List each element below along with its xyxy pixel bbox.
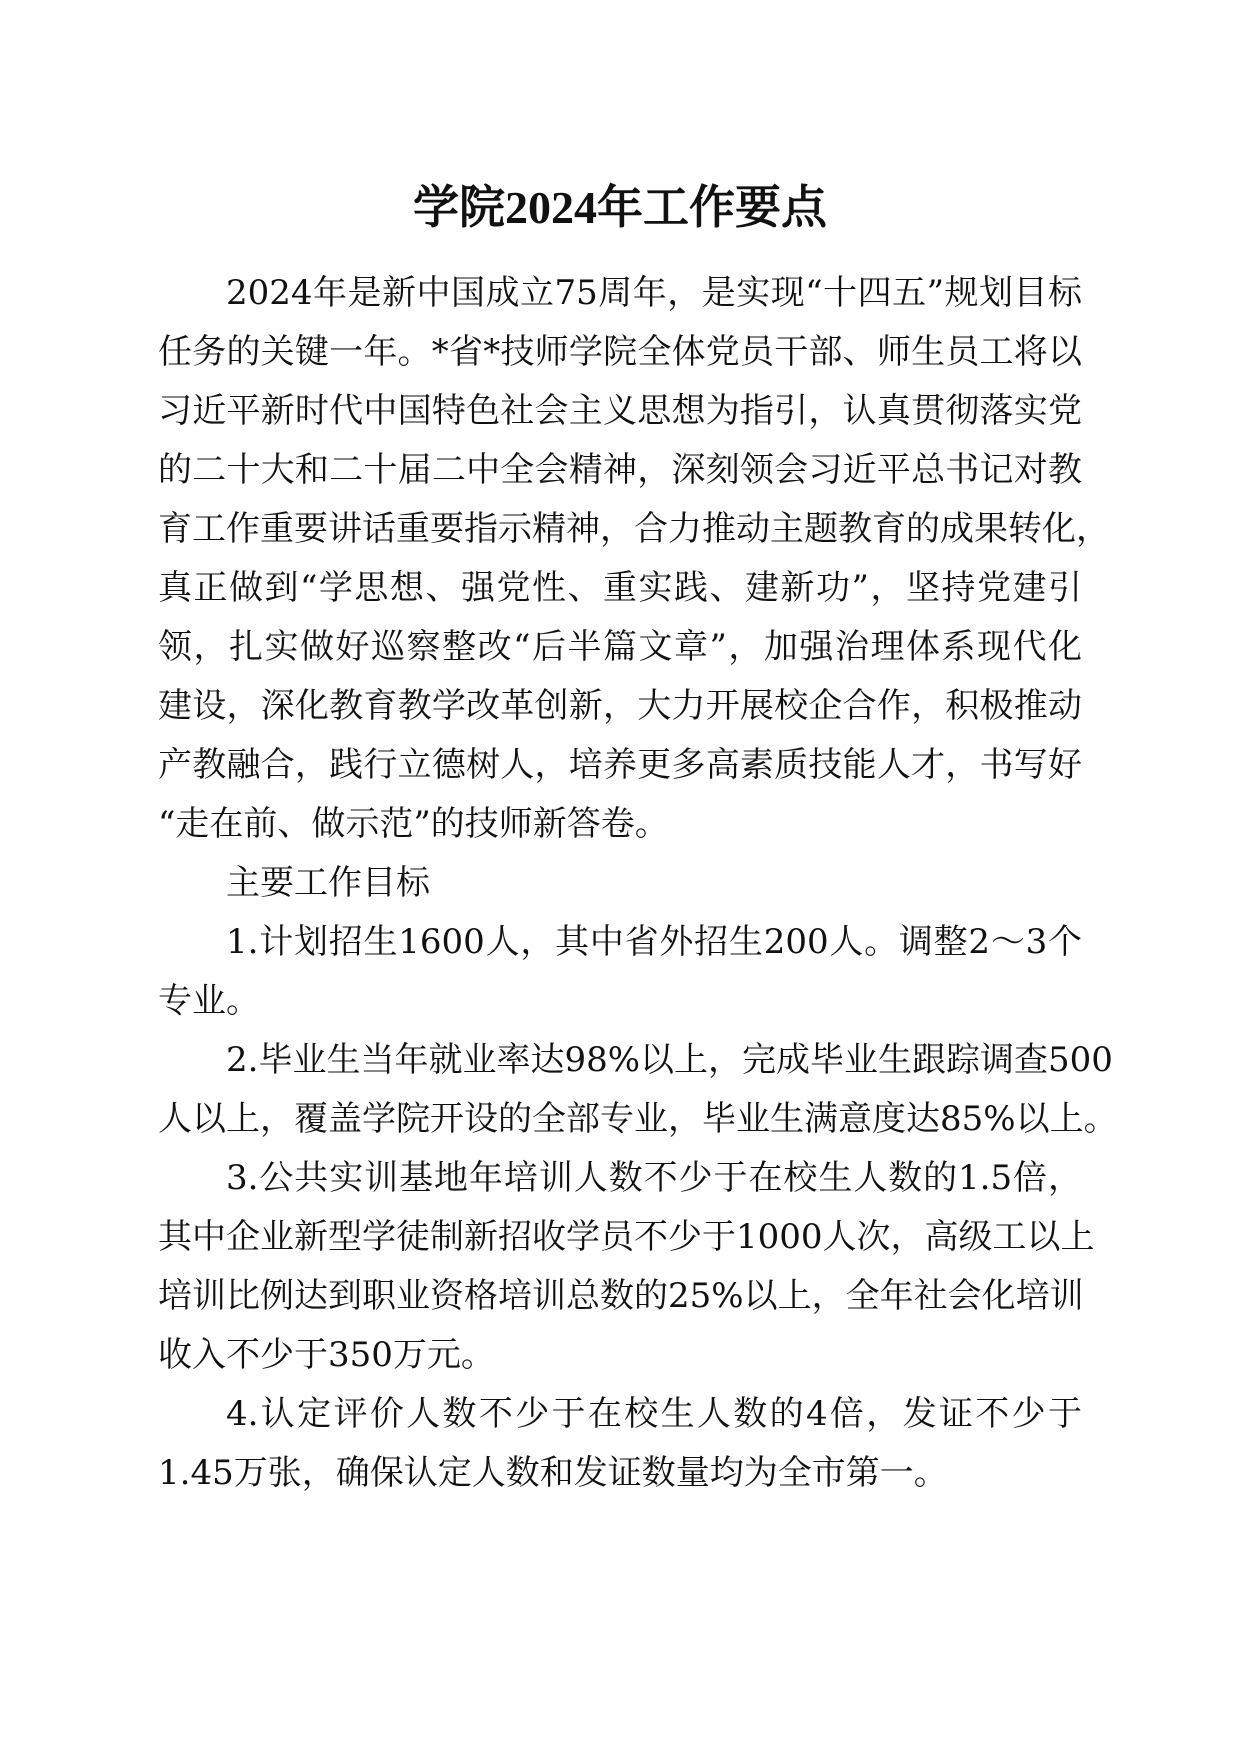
paragraph xyxy=(158,1385,1082,1503)
text-line: 真正做到“学思想、强党性、重实践、建新功”，坚持党建引 xyxy=(158,568,1082,608)
text-line: 人以上，覆盖学院开设的全部专业，毕业生满意度达85%以上。 xyxy=(158,1099,1118,1139)
paragraph xyxy=(158,854,1082,913)
text-line: 的二十大和二十届二中全会精神，深刻领会习近平总书记对教 xyxy=(158,450,1082,490)
text-line: 领，扎实做好巡察整改“后半篇文章”，加强治理体系现代化 xyxy=(158,627,1082,667)
paragraph xyxy=(158,1031,1118,1149)
text-line: 育工作重要讲话重要指示精神，合力推动主题教育的成果转化， xyxy=(158,509,1110,549)
text-line: 专业。 xyxy=(158,981,260,1021)
text-line: 4.认定评价人数不少于在校生人数的4倍，发证不少于 xyxy=(226,1394,1082,1434)
paragraph xyxy=(158,1149,1095,1385)
text-line: 产教融合，践行立德树人，培养更多高素质技能人才，书写好 xyxy=(158,745,1082,785)
document-body xyxy=(158,264,1118,1503)
text-line: 其中企业新型学徒制新招收学员不少于1000人次，高级工以上 xyxy=(158,1217,1095,1257)
text-line: 收入不少于350万元。 xyxy=(158,1335,495,1375)
text-line: 建设，深化教育教学改革创新，大力开展校企合作，积极推动 xyxy=(158,686,1082,726)
document-title: 学院2024年工作要点 xyxy=(413,182,827,233)
text-line: 习近平新时代中国特色社会主义思想为指引，认真贯彻落实党 xyxy=(158,391,1082,431)
text-line: 3.公共实训基地年培训人数不少于在校生人数的1.5倍， xyxy=(226,1158,1082,1198)
paragraph xyxy=(158,913,1082,1031)
text-line: 培训比例达到职业资格培训总数的25%以上，全年社会化培训 xyxy=(158,1276,1084,1316)
text-line: 1.45万张，确保认定人数和发证数量均为全市第一。 xyxy=(158,1453,948,1493)
text-line: 主要工作目标 xyxy=(226,863,430,903)
text-line: “走在前、做示范”的技师新答卷。 xyxy=(158,804,669,844)
text-line: 2.毕业生当年就业率达98%以上，完成毕业生跟踪调查500 xyxy=(226,1040,1113,1080)
text-line: 2024年是新中国成立75周年，是实现“十四五”规划目标 xyxy=(226,273,1082,313)
text-line: 1.计划招生1600人，其中省外招生200人。调整2～3个 xyxy=(226,922,1082,962)
paragraph xyxy=(158,264,1110,854)
text-line: 任务的关键一年。*省*技师学院全体党员干部、师生员工将以 xyxy=(158,332,1082,372)
